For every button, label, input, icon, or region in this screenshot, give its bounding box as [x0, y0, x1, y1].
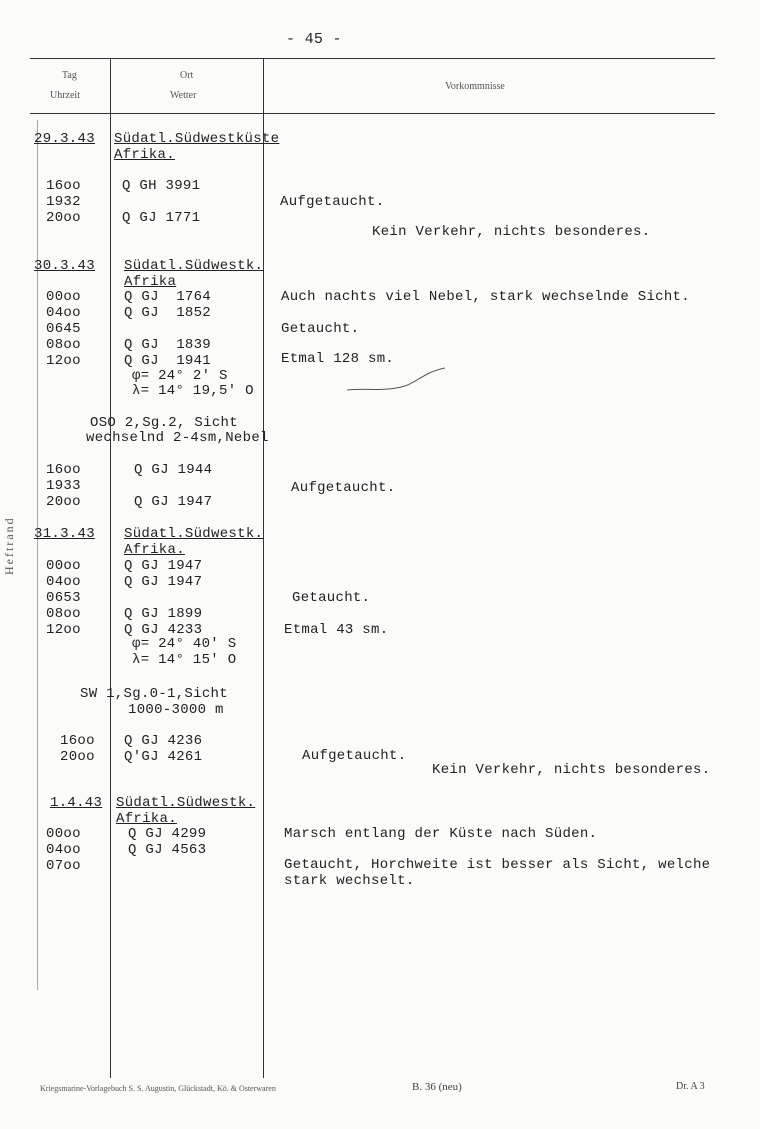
- times-day2: [46, 289, 81, 369]
- time-cell: 04oo: [46, 842, 81, 858]
- pos-day4-1: Q GJ 4299: [128, 826, 207, 842]
- event-day3-3: Aufgetaucht.: [302, 748, 407, 764]
- pos-day4-2: Q GJ 4563: [128, 842, 207, 858]
- location-line1-day4: Südatl.Südwestk.: [116, 795, 256, 811]
- time-cell: 1932: [46, 194, 81, 210]
- date-30-3-43: 30.3.43: [34, 258, 95, 274]
- pos-day2-b3: Q GJ 1947: [134, 494, 213, 510]
- location-line2-day3: Afrika.: [124, 542, 185, 558]
- weather-line1-day3: SW 1,Sg.0-1,Sicht: [80, 686, 228, 702]
- pos-day3-1: Q GJ 1947: [124, 558, 203, 574]
- column-divider-2: [263, 58, 264, 1078]
- location-line1-day3: Südatl.Südwestk.: [124, 526, 264, 542]
- time-cell: 12oo: [46, 622, 81, 638]
- event-day1-1: Aufgetaucht.: [280, 194, 385, 210]
- time-cell: 16oo: [46, 462, 81, 478]
- header-ort: Ort: [180, 70, 194, 81]
- event-day3-2: Etmal 43 sm.: [284, 622, 389, 638]
- date-29-3-43: 29.3.43: [34, 131, 95, 147]
- time-cell: 20oo: [60, 749, 95, 765]
- pos-day2-2: Q GJ 1852: [124, 305, 212, 321]
- time-cell: 08oo: [46, 606, 81, 622]
- location-line2-day2: Afrika: [124, 274, 177, 290]
- pos-day1-3: Q GJ 1771: [122, 210, 201, 226]
- event-day3-1: Getaucht.: [292, 590, 371, 606]
- times-day1: [46, 178, 81, 226]
- pos-day3-b1: Q GJ 4236: [124, 733, 203, 749]
- event-day2-2: Getaucht.: [281, 321, 360, 337]
- header-tag: Tag: [62, 70, 77, 81]
- pos-day3-4: Q GJ 1899: [124, 606, 203, 622]
- time-cell: 1933: [46, 478, 81, 494]
- header-uhrzeit: Uhrzeit: [50, 90, 80, 101]
- time-cell: 0645: [46, 321, 81, 337]
- location-line2-day1: Afrika.: [114, 147, 175, 163]
- pos-day3-5: Q GJ 4233: [124, 622, 203, 638]
- times-day2-b: [46, 462, 81, 510]
- weather-line1-day2: OSO 2,Sg.2, Sicht: [90, 415, 238, 431]
- footer-form-number: B. 36 (neu): [412, 1081, 462, 1093]
- time-cell: 16oo: [46, 178, 81, 194]
- time-cell: 00oo: [46, 826, 81, 842]
- event-day4-1: Marsch entlang der Küste nach Süden.: [284, 826, 598, 842]
- time-cell: 00oo: [46, 289, 81, 305]
- time-cell: 04oo: [46, 574, 81, 590]
- location-line1-day1: Südatl.Südwestküste: [114, 131, 280, 147]
- coord-lon-day2: λ= 14° 19,5' O: [132, 383, 254, 399]
- date-31-3-43: 31.3.43: [34, 526, 95, 542]
- times-day3: [46, 558, 81, 638]
- time-cell: 0653: [46, 590, 81, 606]
- left-margin-rule: [37, 120, 38, 990]
- weather-line2-day3: 1000-3000 m: [128, 702, 224, 718]
- pos-day2-1: Q GJ 1764: [124, 289, 212, 305]
- coord-lon-day3: λ= 14° 15' O: [132, 652, 237, 668]
- header-top-rule: [30, 58, 715, 59]
- column-divider-1: [110, 58, 111, 1078]
- pos-day2-4: Q GJ 1839: [124, 337, 212, 353]
- pos-day3-2: Q GJ 1947: [124, 574, 203, 590]
- event-day2-4: Aufgetaucht.: [291, 480, 396, 496]
- pencil-scribble: [345, 364, 455, 394]
- footer-code: Dr. A 3: [676, 1081, 705, 1092]
- time-cell: 16oo: [60, 733, 95, 749]
- header-vorkommnisse: Vorkommnisse: [445, 81, 505, 92]
- location-line2-day4: Afrika.: [116, 811, 177, 827]
- time-cell: 20oo: [46, 494, 81, 510]
- time-cell: 08oo: [46, 337, 81, 353]
- footer-printer: Kriegsmarine-Vorlagebuch S. S. Augustin, Glückstadt, Kö. & Osterwaren: [40, 1084, 276, 1093]
- event-day3-4: Kein Verkehr, nichts besonderes.: [432, 762, 711, 778]
- event-day1-2: Kein Verkehr, nichts besonderes.: [372, 224, 651, 240]
- weather-line2-day2: wechselnd 2-4sm,Nebel: [86, 430, 269, 446]
- time-cell: 04oo: [46, 305, 81, 321]
- pos-day3-b2: Q'GJ 4261: [124, 749, 203, 765]
- margin-label-heftrand: Heftrand: [2, 516, 16, 575]
- page-number: - 45 -: [286, 31, 342, 48]
- pos-day2-b1: Q GJ 1944: [134, 462, 213, 478]
- time-cell: 20oo: [46, 210, 81, 226]
- pos-day1-1: Q GH 3991: [122, 178, 201, 194]
- coord-lat-day3: φ= 24° 40' S: [132, 636, 237, 652]
- event-day4-2: Getaucht, Horchweite ist besser als Sicht, welche: [284, 857, 711, 873]
- time-cell: 07oo: [46, 858, 81, 874]
- event-day2-3: Etmal 128 sm.: [281, 351, 395, 367]
- times-day4: [46, 826, 81, 874]
- date-1-4-43: 1.4.43: [50, 795, 103, 811]
- time-cell: 00oo: [46, 558, 81, 574]
- time-cell: 12oo: [46, 353, 81, 369]
- header-wetter: Wetter: [170, 90, 197, 101]
- coord-lat-day2: φ= 24° 2' S: [132, 368, 228, 384]
- event-day4-3: stark wechselt.: [284, 873, 415, 889]
- header-bottom-rule: [30, 113, 715, 114]
- location-line1-day2: Südatl.Südwestk.: [124, 258, 264, 274]
- pos-day2-5: Q GJ 1941: [124, 353, 212, 369]
- times-day3-b: [60, 733, 95, 765]
- event-day2-1: Auch nachts viel Nebel, stark wechselnde Sicht.: [281, 289, 690, 305]
